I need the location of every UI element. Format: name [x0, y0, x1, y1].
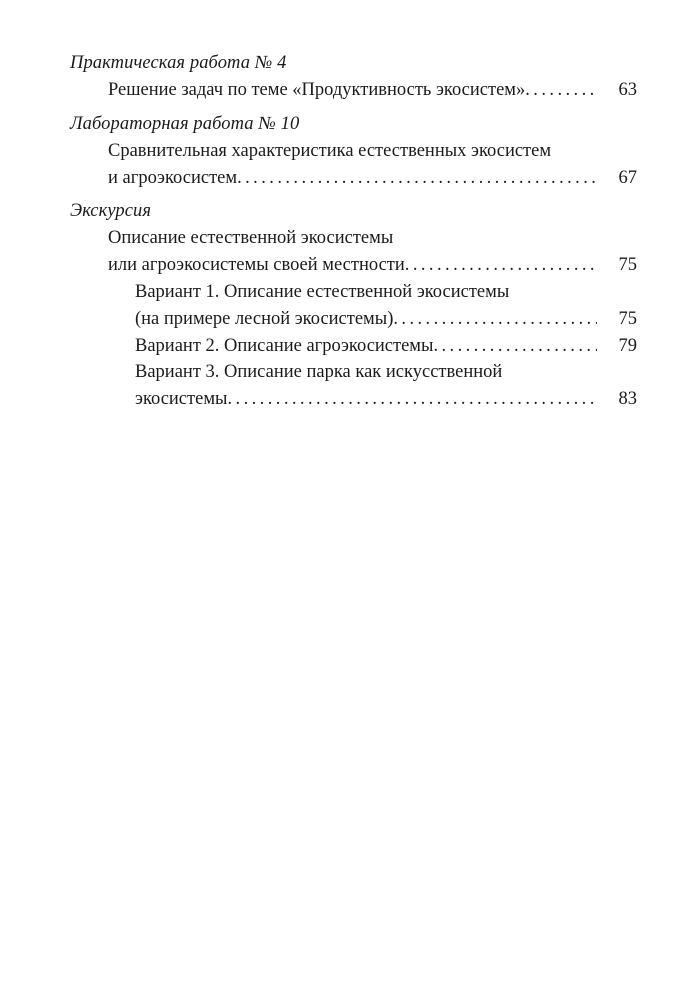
toc-entry[interactable] — [108, 77, 637, 104]
toc-entry[interactable] — [108, 138, 637, 192]
toc-entry-line — [135, 306, 637, 333]
toc-entry[interactable] — [135, 333, 637, 360]
toc-entry-text: Вариант 1. Описание естественной экосистемы — [135, 281, 510, 302]
toc-entry-line — [135, 386, 637, 413]
dot-leader — [433, 333, 597, 352]
table-of-contents — [70, 50, 637, 413]
toc-entry[interactable] — [108, 225, 637, 279]
page-number: 75 — [618, 308, 637, 329]
toc-entry-text: Решение задач по теме «Продуктивность экосистем» — [108, 80, 526, 100]
dot-leader — [525, 77, 597, 96]
toc-group — [70, 198, 637, 413]
toc-entry-text: и агроэкосистем — [108, 167, 238, 188]
toc-entry-line — [108, 165, 637, 192]
page-number: 67 — [618, 167, 637, 188]
page-number: 75 — [618, 255, 637, 276]
toc-section-heading: Экскурсия — [70, 201, 152, 222]
toc-group — [70, 50, 637, 104]
toc-entry-line — [135, 333, 637, 360]
page-number: 63 — [618, 80, 637, 100]
toc-entry-text: Вариант 3. Описание парка как искусственной — [135, 362, 503, 383]
toc-entry-text: или агроэкосистемы своей местности — [108, 255, 405, 276]
toc-entry-line — [108, 77, 637, 104]
dot-leader — [227, 386, 597, 405]
toc-entry-line — [108, 225, 637, 252]
page-number: 83 — [618, 389, 637, 410]
toc-entry-line — [135, 359, 637, 386]
dot-leader — [237, 165, 597, 184]
toc-entry[interactable] — [135, 279, 637, 333]
toc-group — [70, 111, 637, 192]
dot-leader — [393, 306, 597, 325]
toc-entry-line — [108, 138, 637, 165]
toc-section-heading: Лабораторная работа № 10 — [70, 113, 300, 134]
toc-entry-text: (на примере лесной экосистемы) — [135, 308, 394, 329]
toc-entry-text: Вариант 2. Описание агроэкосистемы — [135, 335, 434, 356]
toc-section-heading: Практическая работа № 4 — [70, 53, 287, 73]
toc-entry-line — [108, 252, 637, 279]
toc-entry-text: Сравнительная характеристика естественных экосистем — [108, 140, 552, 161]
toc-entry[interactable] — [135, 359, 637, 413]
dot-leader — [405, 252, 597, 271]
toc-entry-line — [135, 279, 637, 306]
toc-entry-text: Описание естественной экосистемы — [108, 228, 394, 249]
toc-entry-text: экосистемы — [135, 389, 228, 410]
page-number: 79 — [618, 335, 637, 356]
